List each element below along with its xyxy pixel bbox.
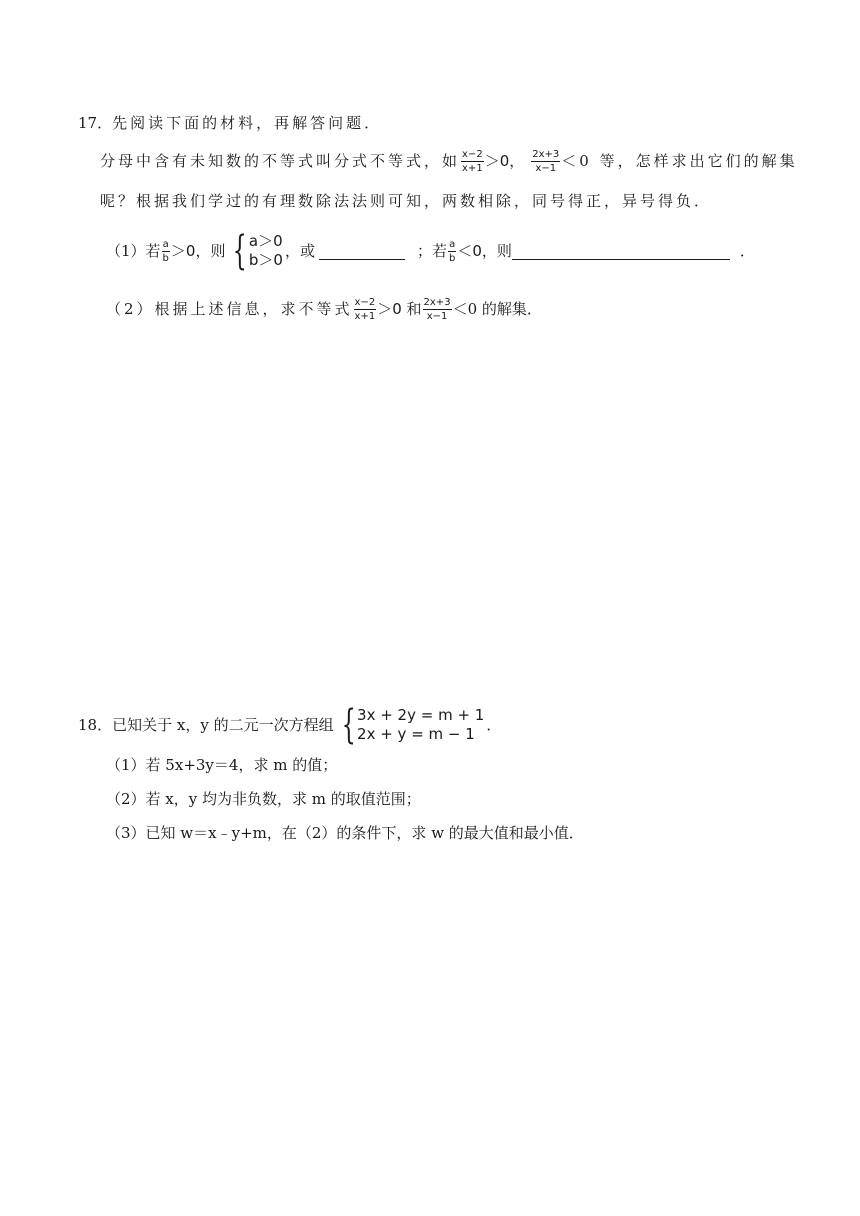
equation-row-2: 2x + y = m − 1: [357, 725, 475, 743]
fraction-a-over-b: [162, 239, 170, 264]
greater-than-zero: ＞0，: [484, 152, 525, 170]
q17-part1: [106, 228, 755, 274]
inequality-system: [227, 228, 283, 274]
q17-heading: [78, 112, 382, 134]
fraction-denominator: x−1: [535, 162, 557, 174]
q17-part2-end: ＜0 的解集．: [452, 300, 542, 318]
q17-part2-gt-text: ＞0 和: [377, 300, 422, 318]
answer-blank-2[interactable]: [512, 243, 730, 260]
fraction-numerator: a: [449, 238, 456, 250]
equation-row-1: 3x + 2y = m + 1: [357, 706, 485, 724]
fraction-denominator: b: [449, 252, 456, 264]
less-than-zero-text: ＜0 等，怎样求出它们的解集: [561, 152, 798, 170]
fraction-numerator: 2x+3: [423, 296, 451, 308]
fraction-numerator: x−2: [354, 296, 376, 308]
q17-intro-line1: [100, 146, 798, 176]
fraction-denominator: x+1: [462, 162, 483, 174]
fraction-denominator: x−1: [426, 310, 448, 322]
equation-system: [336, 702, 485, 748]
q17-part1-or: ，或: [284, 242, 315, 260]
q18-part2: （2）若 x，y 均为非负数，求 m 的取值范围；: [106, 790, 421, 808]
left-brace-icon: {: [341, 702, 356, 748]
answer-blank-1[interactable]: [319, 243, 405, 260]
q18-stem: 已知关于 x，y 的二元一次方程组: [112, 716, 334, 734]
fraction-denominator: x+1: [354, 310, 376, 322]
left-brace-icon: {: [233, 228, 248, 274]
q17-part2: [106, 292, 542, 326]
fraction-numerator: 2x+3: [532, 148, 560, 160]
q18-part3: （3）已知 w＝x﹣y+m，在（2）的条件下，求 w 的最大值和最小值．: [106, 824, 584, 842]
q17-intro-text: 分母中含有未知数的不等式叫分式不等式，如: [100, 152, 461, 170]
fraction-x-minus-2-over-x-plus-1-b: [354, 297, 377, 322]
fraction-denominator: b: [162, 252, 169, 264]
fraction-x-minus-2-over-x-plus-1: [461, 149, 484, 174]
q17-part1-end: ．: [739, 242, 755, 260]
q17-part1-semicolon: ；若: [417, 242, 448, 260]
fraction-numerator: x−2: [462, 148, 483, 160]
q18-heading: [78, 702, 501, 748]
q17-part2-label: （2）根据上述信息，求不等式: [106, 300, 353, 318]
q17-title: 先阅读下面的材料，再解答问题．: [112, 114, 383, 132]
fraction-numerator: a: [162, 238, 169, 250]
system-row-2: b＞0: [248, 251, 283, 269]
q18-number: 18．: [78, 716, 113, 734]
fraction-a-over-b-2: [448, 239, 456, 264]
q17-intro-line2: 呢？根据我们学过的有理数除法法则可知，两数相除，同号得正，异号得负．: [100, 192, 713, 210]
q17-part1-gt-text: ＞0，则: [170, 242, 226, 260]
q18-part1: （1）若 5x+3y＝4，求 m 的值；: [106, 756, 338, 774]
q17-part1-label: （1）若: [106, 242, 161, 260]
q17-number: 17．: [78, 114, 113, 132]
q18-stem-end: ．: [486, 716, 502, 734]
fraction-2x-plus-3-over-x-minus-1: [531, 149, 560, 174]
system-row-1: a＞0: [248, 232, 283, 250]
q17-part1-lt-text: ＜0，则: [457, 242, 512, 260]
fraction-2x-plus-3-over-x-minus-1-b: [423, 297, 452, 322]
